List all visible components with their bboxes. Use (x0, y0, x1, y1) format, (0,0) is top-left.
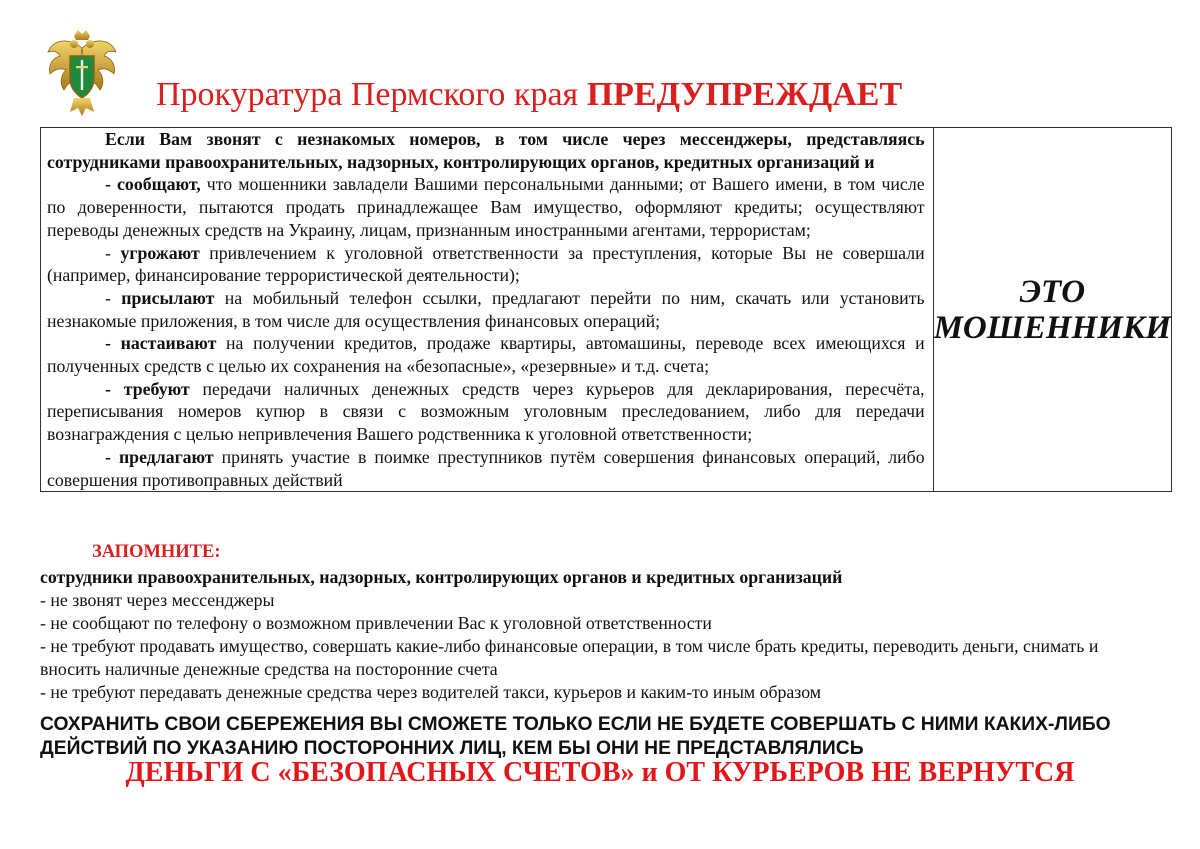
rule-item: - не звонят через мессенджеры (40, 590, 275, 610)
verdict-line-2: МОШЕННИКИ (933, 309, 1171, 346)
warning-methods-cell (41, 128, 934, 492)
warning-table (40, 127, 1172, 492)
verdict-cell (933, 128, 1171, 492)
rules-subject: сотрудники правоохранительных, надзорных, контролирующих органов и кредитных организаций (40, 567, 843, 587)
warning-intro: Если Вам звонят с незнакомых номеров, в том числе через мессенджеры, представляясь сотрудниками правоохранительных, надзорных, контролирующих органов, кредитных организаций и (47, 129, 925, 172)
page-title (156, 76, 902, 114)
title-normal: Прокуратура Пермского края (156, 76, 587, 113)
savings-notice: СОХРАНИТЬ СВОИ СБЕРЕЖЕНИЯ ВЫ СМОЖЕТЕ ТОЛЬКО ЕСЛИ НЕ БУДЕТЕ СОВЕРШАТЬ С НИМИ КАКИХ-ЛИБО ДЕЙСТВИЙ ПО УКАЗАНИЮ ПОСТОРОННИХ ЛИЦ, КЕМ БЫ ОНИ НЕ ПРЕДСТАВЛЯЛИСЬ (40, 714, 1111, 759)
remember-heading: ЗАПОМНИТЕ: (92, 542, 221, 562)
warning-item: - сообщают, что мошенники завладели Вашими персональными данными; от Вашего имени, в том числе по доверенности, пытаются продать принадлежащее Вам имущество, оформляют кредиты; осуществляют переводы денежных средств на Украину, лицам, признанным иностранными агентами, террористам; (47, 174, 925, 240)
warning-item: - угрожают привлечением к уголовной ответственности за преступления, которые Вы не совершали (например, финансирование террористической деятельности); (47, 242, 925, 286)
rule-item: - не требуют продавать имущество, совершать какие-либо финансовые операции, в том числе брать кредиты, переводить деньги, снимать и вносить наличные денежные средства на посторонние счета (40, 636, 1099, 679)
verdict-line-1: ЭТО (1019, 273, 1086, 310)
warning-item: - настаивают на получении кредитов, продаже квартиры, автомашины, переводе всех имеющихся и полученных средств с целью их сохранения на «безопасные», «резервные» и т.д. счета; (47, 333, 925, 377)
rule-item: - не сообщают по телефону о возможном привлечении Вас к уголовной ответственности (40, 613, 712, 633)
rule-item: - не требуют передавать денежные средства через водителей такси, курьеров и каким-то иным образом (40, 682, 822, 702)
warning-item: - предлагают принять участие в поимке преступников путём совершения финансовых операций, либо совершения противоправных действий (47, 446, 925, 490)
remember-rules (40, 566, 1160, 704)
warning-item: - присылают на мобильный телефон ссылки, предлагают перейти по ним, скачать или установить незнакомые приложения, в том числе для осуществления финансовых операций; (47, 287, 925, 331)
title-bold: ПРЕДУПРЕЖДАЕТ (586, 76, 903, 113)
money-warning: ДЕНЬГИ С «БЕЗОПАСНЫХ СЧЕТОВ» и ОТ КУРЬЕРОВ НЕ ВЕРНУТСЯ (125, 757, 1075, 788)
prosecutor-emblem-icon (44, 28, 120, 120)
warning-item: - требуют передачи наличных денежных средств через курьеров для декларирования, пересчёта, переписывания номеров купюр в связи с возможным уголовным преследованием, либо для передачи вознаграждения с целью непривлечения Вашего родственника к уголовной ответственности; (47, 378, 925, 445)
